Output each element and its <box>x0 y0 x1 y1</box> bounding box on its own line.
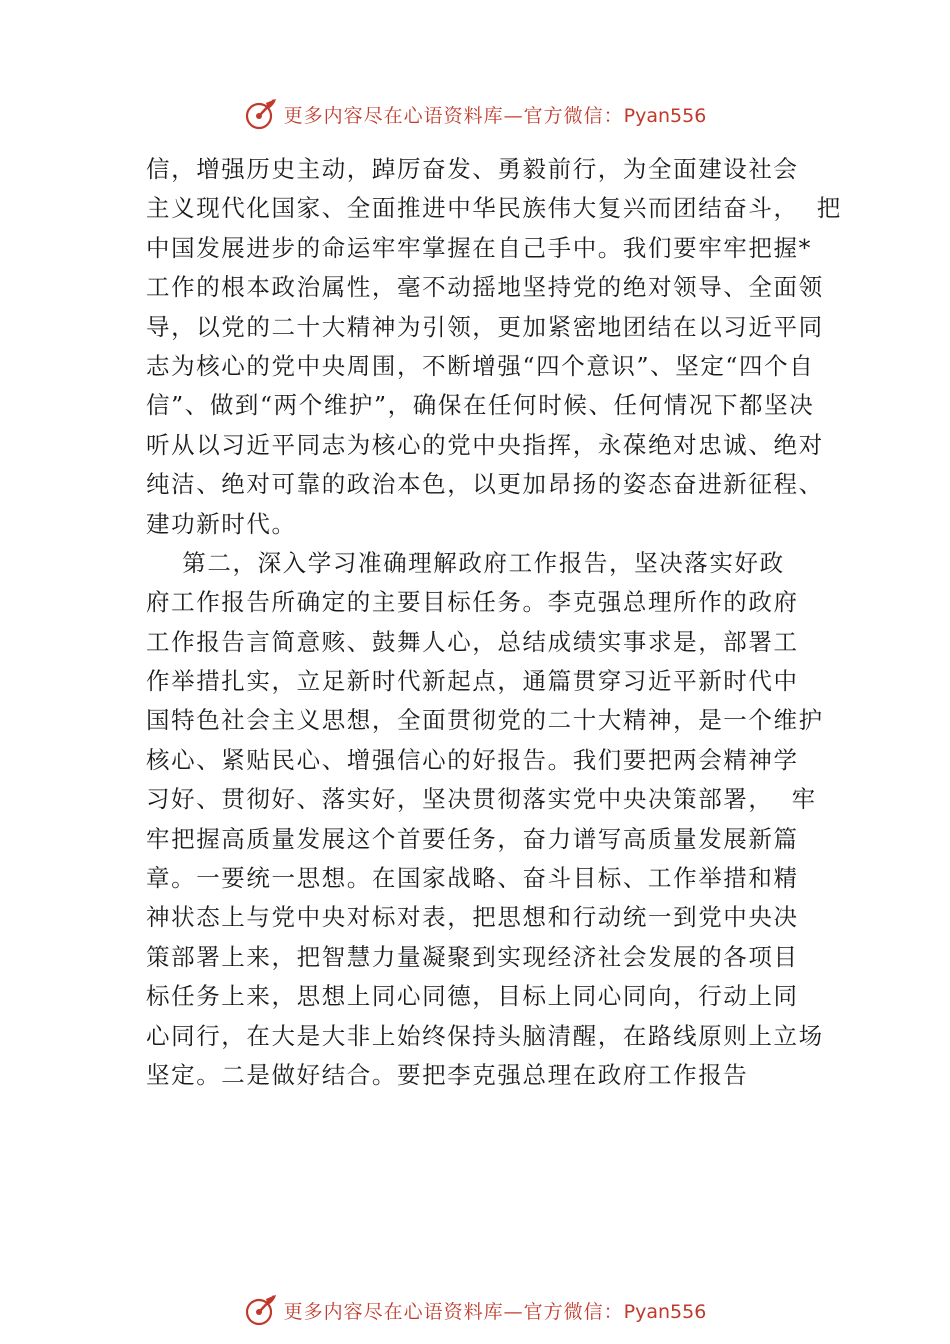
text-line: 府工作报告所确定的主要目标任务。李克强总理所作的政府 <box>146 588 799 617</box>
document-body <box>146 150 842 1095</box>
text-line: 信，增强历史主动，踔厉奋发、勇毅前行，为全面建设社会 <box>146 155 799 183</box>
text-line: 作举措扎实，立足新时代新起点，通篇贯穿习近平新时代中 <box>146 667 799 696</box>
text-line: 策部署上来，把智慧力量凝聚到实现经济社会发展的各项目 <box>146 942 799 971</box>
text-line: 工作报告言简意赅、鼓舞人心，总结成绩实事求是，部署工 <box>146 627 799 656</box>
text-line: 国特色社会主义思想，全面贯彻党的二十大精神，是一个维护 <box>146 706 824 735</box>
text-line: 心同行，在大是大非上始终保持头脑清醒，在路线原则上立场 <box>146 1021 824 1050</box>
text-line: 信”、做到“两个维护”，确保在任何时候、任何情况下都坚决 <box>146 391 815 420</box>
text-line: 章。一要统一思想。在国家战略、奋斗目标、工作举措和精 <box>146 864 799 893</box>
text-line: 坚定。二是做好结合。要把李克强总理在政府工作报告 <box>146 1060 749 1089</box>
text-line: 标任务上来，思想上同心同德，目标上同心同向，行动上同 <box>146 982 799 1011</box>
text-line: 核心、紧贴民心、增强信心的好报告。我们要把两会精神学 <box>146 745 799 774</box>
watermark-text: 更多内容尽在心语资料库—官方微信：Pyan556 <box>283 1300 707 1323</box>
footer-watermark <box>0 1290 950 1330</box>
quill-logo-icon <box>244 1293 278 1327</box>
watermark-text: 更多内容尽在心语资料库—官方微信：Pyan556 <box>283 104 707 127</box>
text-line: 习好、贯彻好、落实好，坚决贯彻落实党中央决策部署， 牢 <box>146 785 817 814</box>
text-line: 工作的根本政治属性，毫不动摇地坚持党的绝对领导、全面领 <box>146 273 824 302</box>
quill-logo-icon <box>244 97 278 131</box>
text-line: 牢把握高质量发展这个首要任务，奋力谱写高质量发展新篇 <box>146 824 799 853</box>
text-line: 导，以党的二十大精神为引领，更加紧密地团结在以习近平同 <box>146 312 824 341</box>
text-line: 纯洁、绝对可靠的政治本色，以更加昂扬的姿态奋进新征程、 <box>146 470 824 499</box>
header-watermark <box>0 94 950 134</box>
text-line: 志为核心的党中央周围，不断增强“四个意识”、坚定“四个自 <box>146 351 815 380</box>
text-line: 听从以习近平同志为核心的党中央指挥，永葆绝对忠诚、绝对 <box>146 430 824 459</box>
text-line: 建功新时代。 <box>146 509 297 538</box>
text-line: 主义现代化国家、全面推进中华民族伟大复兴而团结奋斗， 把 <box>146 194 842 223</box>
text-line: 神状态上与党中央对标对表，把思想和行动统一到党中央决 <box>146 903 799 932</box>
text-line: 第二，深入学习准确理解政府工作报告，坚决落实好政 <box>146 548 785 577</box>
text-line: 中国发展进步的命运牢牢掌握在自己手中。我们要牢牢把握* <box>146 233 812 262</box>
